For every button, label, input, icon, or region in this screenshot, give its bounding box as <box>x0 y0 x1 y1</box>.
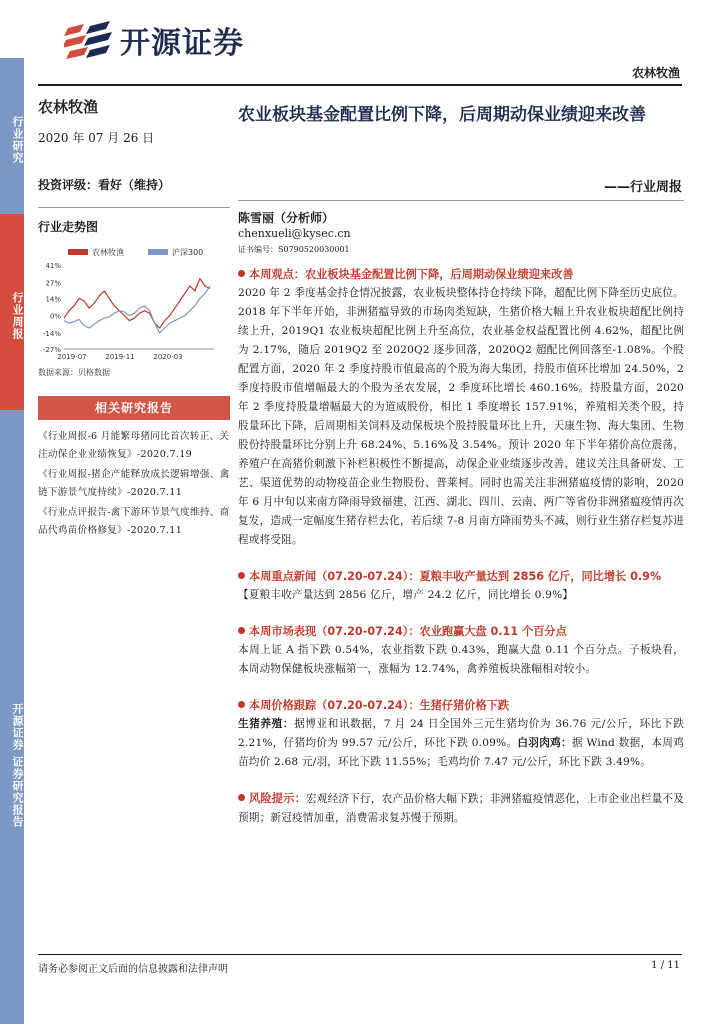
logo-text: 开源证券 <box>120 26 244 61</box>
left-sidebar <box>0 58 24 1024</box>
analyst-email[interactable]: chenxueli@kysec.cn <box>238 227 351 240</box>
related-reports-title: 相关研究报告 <box>38 396 230 420</box>
trend-title: 行业走势图 <box>38 220 99 234</box>
analyst-name: 陈雪丽（分析师） <box>238 211 335 225</box>
x-tick-label: 2019-07 <box>57 353 87 361</box>
pig-text: 据博亚和讯数据，7 月 24 日全国外三元生猪均价为 36.76 元/公斤，环比下跌 2.21%，仔猪均价为 99.57 元/公斤，环比下跌 0.09%。 <box>238 718 685 749</box>
y-tick-label: 41% <box>45 262 61 270</box>
chart-source: 数据来源：贝格数据 <box>38 368 110 377</box>
y-tick-label: 0% <box>49 312 61 321</box>
investment-rating: 投资评级：看好（维持） <box>38 178 171 192</box>
bullet-icon <box>238 270 245 277</box>
section-heading <box>238 697 684 715</box>
sidebar-research-label: 行业研究 <box>0 58 24 214</box>
report-title: 农业板块基金配置比例下降，后周期动保业绩迎来改善 <box>238 105 646 125</box>
report-body <box>238 266 684 828</box>
main-column <box>238 98 685 824</box>
logo-icon <box>64 20 116 60</box>
section-heading-text: 本周观点：农业板块基金配置比例下降，后周期动保业绩迎来改善 <box>249 268 574 281</box>
sidebar-brand-label: 开源证券 证券研究报告 <box>0 410 24 1024</box>
bullet-icon <box>238 701 245 708</box>
section-paragraph: 本周上证 A 指下跌 0.54%，农业指数下跌 0.43%，跑赢大盘 0.11 个百分点。子板块看，本周动物保健板块涨幅第一，涨幅为 12.74%，禽养殖板块涨幅相对较小。 <box>238 644 684 675</box>
pig-label: 生猪养殖： <box>238 718 295 730</box>
report-date: 2020 年 07 月 26 日 <box>38 131 155 145</box>
risk-paragraph <box>238 790 684 828</box>
legend-swatch <box>68 249 88 255</box>
section-heading-text: 本周市场表现（07.20-07.24）：农业跑赢大盘 0.11 个百分点 <box>249 625 567 638</box>
header-divider <box>38 84 682 86</box>
report-type: ——行业周报 <box>603 180 682 195</box>
analyst-block <box>238 210 351 258</box>
analyst-cert: 证书编号：S0790520030001 <box>238 245 350 254</box>
series-line <box>64 279 210 328</box>
left-divider <box>38 207 230 208</box>
section-paragraph <box>238 715 684 772</box>
risk-heading: 风险提示： <box>249 792 306 805</box>
related-report-link[interactable]: 《行业周报-猪企产能释放成长逻辑增强、禽链下游景气度持续》-2020.7.11 <box>38 469 230 498</box>
section-heading <box>238 568 684 586</box>
x-tick-label: 2019-11 <box>105 353 135 361</box>
section-paragraph: 【夏粮丰收产量达到 2856 亿斤，增产 24.2 亿斤，同比增长 0.9%】 <box>238 589 574 601</box>
series-line <box>64 286 210 333</box>
page-header <box>0 0 724 86</box>
legend-swatch <box>148 249 168 255</box>
section-paragraph: 2020 年 2 季度基金持仓情况披露，农业板块整体持仓持续下降，超配比例下降至历史底位。2018 年下半年开始，非洲猪瘟导致的市场肉类短缺，生猪价格大幅上升农业板块超配比例持续上升，2019Q1 农业板块超配比例上升至高位，农业基金权益配置比例 4.62%，超配比例为 2.17%，随后 2019Q2 至 2020Q2 逐步回落，2020Q2 超配比例回落至-1.08%。个股配置方面，2020 年 2 季度持股市值最高的个股为海大集团，持股市值环比增加 24.50%，2 季度持股市值增幅最大的个股为圣农发展，2 季度环比增长 460.16%。持股量方面，2020 年 2 季度持股量增幅最大的为道威股份，相比 1 季度增长 157.91%，养殖相关类个股，持股量环比下降，后周期相关饲料及动保板块个股持股量环比上升，天康生物、海大集团、生物股份持股量环比分别上升 68.24%、5.16%及 3.54%。预计 2020 年下半年猪价高位震荡，养殖户在高猪价刺激下补栏积极性不断提高，动保企业业绩逐步改善，建议关注具备研发、工艺、渠道优势的动物疫苗企业生物股份、普莱柯。同时也需关注非洲猪瘟疫情的影响，2020 年 6 月中旬以来南方降雨导致福建、江西、湖北、四川、云南、两广等省份非洲猪瘟疫情再次复发，造成一定幅度生猪存栏去化，若后续 7-8 月南方降雨势头不减，则行业生猪存栏复苏进程或将受阻。 <box>238 287 684 546</box>
y-tick-label: 27% <box>45 279 61 288</box>
bullet-icon <box>238 627 245 634</box>
title-divider <box>238 200 684 201</box>
page-number: 1 / 11 <box>651 960 680 971</box>
section-heading <box>238 623 684 641</box>
left-column <box>38 96 230 542</box>
chicken-text: 据 Wind 数据，本周鸡苗均价 2.68 元/羽，环比下跌 11.55%；毛鸡均价 7.47 元/公斤，环比下跌 3.49%。 <box>238 737 685 768</box>
legend-label: 沪深300 <box>172 248 204 257</box>
bullet-icon <box>238 572 245 579</box>
industry-tag: 农林牧渔 <box>631 66 680 80</box>
trend-chart-svg <box>38 243 220 363</box>
y-tick-label: -27% <box>42 346 61 354</box>
footer-disclaimer[interactable]: 请务必参阅正文后面的信息披露和法律声明 <box>38 964 228 975</box>
section-heading-text: 本周重点新闻（07.20-07.24）：夏粮丰收产量达到 2856 亿斤，同比增长 0.9% <box>249 570 662 583</box>
legend-label: 农林牧渔 <box>92 248 124 257</box>
related-report-link[interactable]: 《行业周报-6 月能繁母猪同比首次转正、关注动保企业业绩恢复》-2020.7.19 <box>38 431 230 460</box>
sidebar-weekly-label: 行业周报 <box>0 214 24 410</box>
section-heading <box>238 266 684 284</box>
section-heading-text: 本周价格跟踪（07.20-07.24）：生猪仔猪价格下跌 <box>249 699 510 712</box>
related-reports-list <box>38 428 230 540</box>
bullet-icon <box>238 794 245 801</box>
company-logo <box>64 20 244 60</box>
chicken-label: 白羽肉鸡： <box>517 737 572 749</box>
trend-chart <box>38 243 220 363</box>
y-tick-label: 14% <box>45 295 61 304</box>
x-tick-label: 2020-03 <box>153 353 183 361</box>
risk-text: 宏观经济下行，农产品价格大幅下跌；非洲猪瘟疫情恶化，上市企业出栏量不及预期；新冠疫情加重，消费需求复苏慢于预期。 <box>238 793 684 824</box>
related-report-link[interactable]: 《行业点评报告-禽下游环节景气度维持、商品代鸡苗价格修复》-2020.7.11 <box>38 507 230 536</box>
y-tick-label: -14% <box>42 329 61 338</box>
footer-divider <box>38 954 682 955</box>
sector-name: 农林牧渔 <box>38 98 99 116</box>
